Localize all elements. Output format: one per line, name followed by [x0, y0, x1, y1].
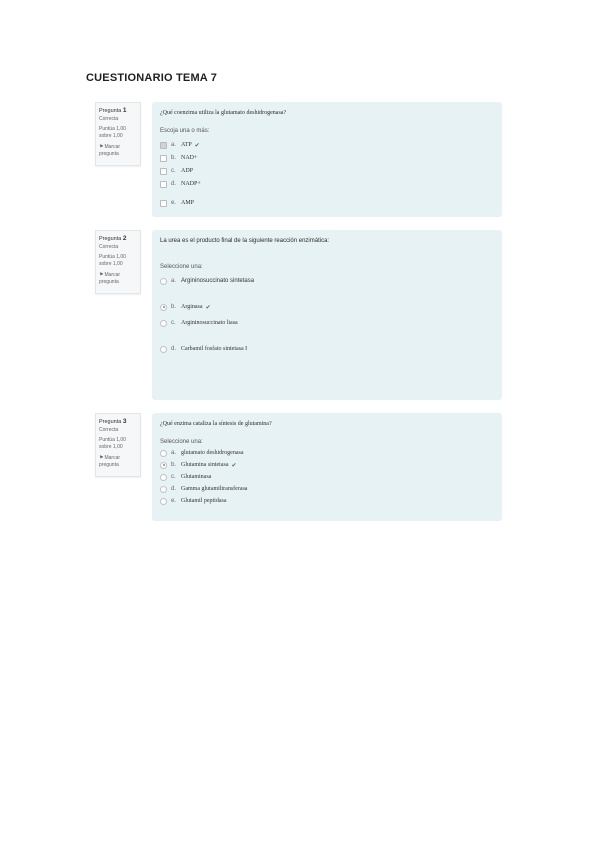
answer-option[interactable] — [160, 448, 494, 458]
page-title: CUESTIONARIO TEMA 7 — [86, 72, 218, 84]
answer-letter: a. — [171, 142, 177, 148]
answer-option[interactable] — [160, 276, 494, 286]
answer-option[interactable] — [160, 198, 494, 208]
answer-text: Glutaminasa — [181, 474, 212, 480]
answer-option[interactable] — [160, 179, 494, 189]
question-score: Puntúa 1,00 — [99, 126, 126, 133]
answer-option[interactable] — [160, 302, 494, 312]
answer-text: glutamato deshidrogenasa — [181, 450, 244, 456]
answer-letter: d. — [171, 346, 177, 352]
answer-text: NADP+ — [181, 181, 201, 187]
question-number-value: 1 — [122, 107, 127, 114]
answer-letter: b. — [171, 304, 177, 310]
flag-icon: ⚑ — [99, 143, 104, 150]
question-prompt: Escoja una o más: — [160, 128, 210, 134]
radio-button[interactable] — [160, 450, 167, 457]
question-box-2 — [152, 230, 502, 400]
question-prompt: Seleccione una: — [160, 264, 203, 270]
question-number — [99, 417, 137, 427]
answer-list — [160, 448, 494, 506]
flag-icon: ⚑ — [99, 454, 104, 461]
answer-text: Arginasa — [181, 304, 203, 310]
answer-letter: d. — [171, 486, 177, 492]
answer-text: Argininosuccinato sintetasa — [181, 278, 255, 284]
flag-label: Marcar pregunta — [99, 454, 121, 468]
answer-option[interactable] — [160, 460, 494, 470]
question-prompt: Seleccione una: — [160, 439, 203, 445]
answer-list — [160, 140, 494, 208]
question-info-2 — [95, 230, 141, 294]
question-score-max: sobre 1,00 — [99, 133, 123, 140]
radio-button[interactable] — [160, 278, 167, 285]
answer-option[interactable] — [160, 140, 494, 150]
answer-option[interactable] — [160, 344, 494, 354]
answer-letter: d. — [171, 181, 177, 187]
answer-text: AMP — [181, 200, 195, 206]
answer-text: ATP — [181, 142, 192, 148]
answer-option[interactable] — [160, 496, 494, 506]
answer-text: ADP — [181, 168, 194, 174]
flag-label: Marcar pregunta — [99, 143, 121, 157]
answer-letter: a. — [171, 450, 177, 456]
answer-letter: b. — [171, 155, 177, 161]
flag-question-button[interactable] — [99, 455, 137, 470]
answer-letter: c. — [171, 320, 176, 326]
question-label: Pregunta — [99, 236, 122, 242]
answer-option[interactable] — [160, 472, 494, 482]
question-box-3 — [152, 413, 502, 521]
question-text: ¿Qué coenzima utiliza la glutamato deshidrogenasa? — [160, 110, 287, 116]
answer-option[interactable] — [160, 318, 494, 328]
question-status: Correcta — [99, 243, 119, 250]
answer-option[interactable] — [160, 484, 494, 494]
answer-letter: c. — [171, 474, 176, 480]
question-score-max: sobre 1,00 — [99, 444, 123, 451]
radio-button[interactable] — [160, 320, 167, 327]
checkbox[interactable] — [160, 155, 167, 162]
radio-button[interactable] — [160, 346, 167, 353]
question-box-1 — [152, 102, 502, 217]
radio-button[interactable] — [160, 486, 167, 493]
radio-button[interactable] — [160, 304, 167, 311]
answer-option[interactable] — [160, 166, 494, 176]
checkbox[interactable] — [160, 142, 167, 149]
answer-letter: b. — [171, 462, 177, 468]
answer-text: Carbamil fosfato sintetasa I — [181, 346, 248, 352]
answer-letter: e. — [171, 200, 177, 206]
question-info-1 — [95, 102, 141, 166]
checkbox[interactable] — [160, 181, 167, 188]
answer-text: Glutamina sintetasa — [181, 462, 229, 468]
question-status: Correcta — [99, 426, 119, 433]
answer-text: Argininosuccinato liasa — [181, 320, 238, 326]
question-number-value: 2 — [122, 235, 127, 242]
answer-letter: a. — [171, 278, 177, 284]
question-label: Pregunta — [99, 419, 122, 425]
question-number — [99, 234, 137, 244]
checkbox[interactable] — [160, 200, 167, 207]
radio-button[interactable] — [160, 462, 167, 469]
question-score: Puntúa 1,00 — [99, 437, 126, 444]
flag-question-button[interactable] — [99, 272, 137, 287]
check-icon: ✔ — [205, 304, 211, 311]
answer-letter: c. — [171, 168, 176, 174]
question-number-value: 3 — [122, 418, 127, 425]
flag-label: Marcar pregunta — [99, 271, 121, 285]
answer-text: Gamma glutamiltransferasa — [181, 486, 248, 492]
flag-icon: ⚑ — [99, 271, 104, 278]
question-text: ¿Qué enzima cataliza la síntesis de glutamina? — [160, 421, 272, 427]
flag-question-button[interactable] — [99, 144, 137, 159]
question-number — [99, 106, 137, 116]
check-icon: ✔ — [231, 462, 237, 469]
answer-text: NAD+ — [181, 155, 198, 161]
answer-text: Glutamil peptidasa — [181, 498, 227, 504]
question-label: Pregunta — [99, 108, 122, 114]
question-score-max: sobre 1,00 — [99, 261, 123, 268]
check-icon: ✔ — [194, 142, 200, 149]
checkbox[interactable] — [160, 168, 167, 175]
question-score: Puntúa 1,00 — [99, 254, 126, 261]
answer-letter: e. — [171, 498, 177, 504]
answer-option[interactable] — [160, 153, 494, 163]
radio-button[interactable] — [160, 474, 167, 481]
answer-list — [160, 276, 494, 354]
question-info-3 — [95, 413, 141, 477]
radio-button[interactable] — [160, 498, 167, 505]
question-status: Correcta — [99, 115, 119, 122]
question-text: La urea es el producto final de la siguiente reacción enzimática: — [160, 238, 330, 244]
